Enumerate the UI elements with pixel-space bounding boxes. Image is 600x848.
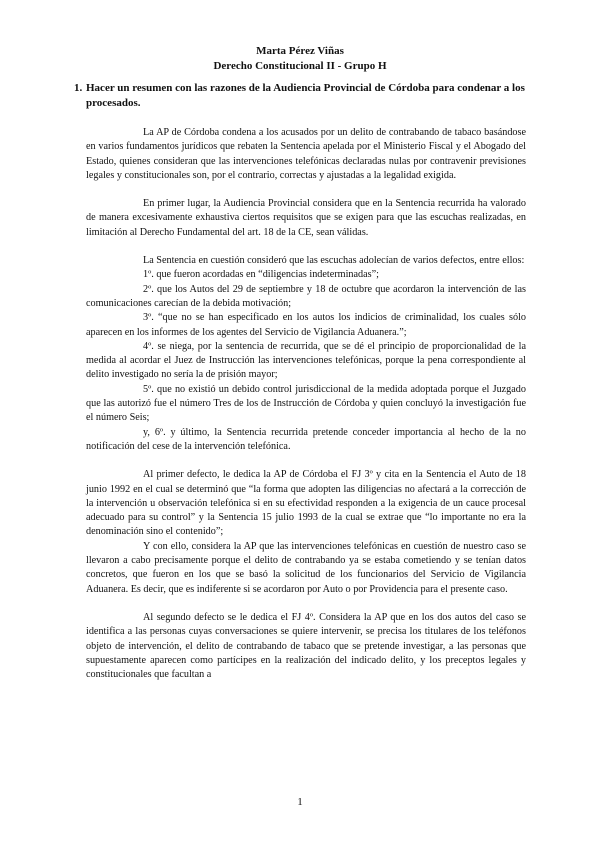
list-item: 3º. “que no se han especificado en los autos los indicios de criminalidad, los cuales sólo aparecen en los informes de los agentes del Servicio de Vigilancia Aduanera.”;	[86, 312, 526, 338]
page-number: 1	[297, 796, 303, 808]
question-heading	[74, 81, 526, 110]
question-number: 1.	[74, 82, 83, 94]
question-text: Hacer un resumen con las razones de la Audiencia Provincial de Córdoba para condenar a los procesados.	[86, 82, 525, 109]
document-body	[86, 126, 526, 696]
author-name: Marta Pérez Viñas	[256, 45, 344, 57]
defects-list	[86, 254, 526, 454]
paragraph: En primer lugar, la Audiencia Provincial considera que en la Sentencia recurrida ha valorado de manera excesivamente exhaustiva ciertos requisitos que se exigen para que las escuchas realizadas, en limitación al Derecho Fundamental del art. 18 de la CE, sean válidas.	[86, 198, 526, 238]
paragraph: Al primer defecto, le dedica la AP de Córdoba el FJ 3º y cita en la Sentencia el Auto de 18 junio 1992 en el cual se determinó que “la forma que adopten las diligencias no afectará a la corrección de la intervención u observación telefónica si en su efectividad responden a la exigencia de un cauce procesal adecuado para su control” y la Sentencia 15 julio 1993 de la cual se extrae que “lo importante no era la denominación sino el contenido”;	[86, 469, 526, 538]
list-item: 2º. que los Autos del 29 de septiembre y 18 de octubre que acordaron la intervención de las comunicaciones carecían de la debida motivación;	[86, 283, 526, 309]
list-item: 5º. que no existió un debido control jurisdiccional de la medida adoptada porque el Juzgado que las autorizó fue el número Tres de los de Instrucción de Córdoba y quien concluyó la investigación fue el número Seis;	[86, 383, 526, 424]
list-item: 4º. se niega, por la sentencia de recurrida, que se dé el principio de proporcionalidad de la medida al acordar el Juez de Instrucción las intervenciones telefónicas, porque la pena correspondiente al delito investigado no sería la de prisión mayor;	[86, 340, 526, 381]
paragraph: Al segundo defecto se le dedica el FJ 4º. Considera la AP que en los dos autos del caso se identifica a las personas cuyas conversaciones se quiere intervenir, se precisa los titulares de los teléfonos objeto de intervención, el delito de contrabando de tabaco que se pretende investigar, a las personas que supuestamente aparecen como partícipes en la realización del indicado delito, y los preceptos legales y constitucionales que facultan a	[86, 611, 526, 681]
course-name: Derecho Constitucional II - Grupo H	[213, 60, 387, 72]
first-defect-section	[86, 468, 526, 597]
list-item: 1º. que fueron acordadas en “diligencias indeterminadas”;	[143, 269, 379, 281]
paragraph: La AP de Córdoba condena a los acusados por un delito de contrabando de tabaco basándose en varios fundamentos jurídicos que rebaten la Sentencia apelada por el Ministerio Fiscal y el Abogado del Estado, quienes consideran que las intervenciones telefónicas declaradas nulas por contravenir previsiones legales y constitucionales son, por el contrario, correctas y ajustadas a la legalidad exigida.	[86, 127, 526, 181]
list-intro: La Sentencia en cuestión consideró que las escuchas adolecían de varios defectos, entre ellos:	[143, 255, 525, 267]
paragraph: Y con ello, considera la AP que las intervenciones telefónicas en cuestión de nuestro caso se llevaron a cabo precisamente porque el delito de contrabando ya se estaba cometiendo y se tenían datos concretos, que fueron en los que se basó la solicitud de los funcionarios del Servicio de Vigilancia Aduanera. Es decir, que es indiferente si se acordaron por Auto o por Providencia para el presente caso.	[86, 540, 526, 595]
list-item: y, 6º. y último, la Sentencia recurrida pretende conceder importancia al hecho de la no notificación del cese de la intervención telefónica.	[86, 426, 526, 452]
document-header	[0, 44, 600, 74]
